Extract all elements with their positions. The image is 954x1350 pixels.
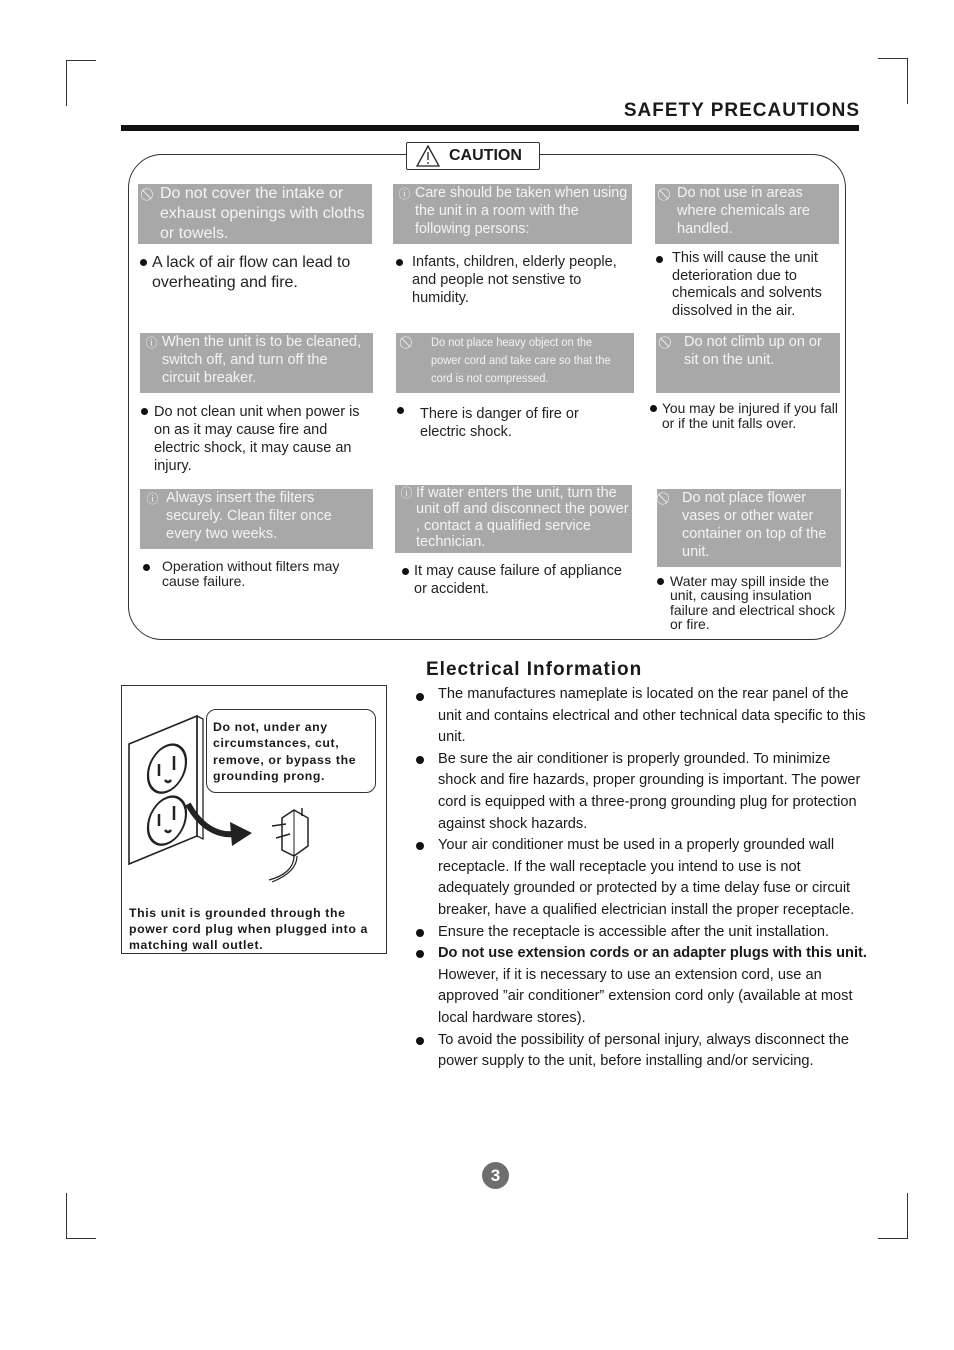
bullet-dot — [650, 405, 657, 412]
bullet-dot — [397, 407, 404, 414]
attention-icon: ⓘ — [145, 336, 158, 350]
caution-note-9 — [656, 574, 846, 632]
caution-box-text: If water enters the unit, turn the unit off and disconnect the power , contact a qualified service technician. — [416, 485, 629, 550]
attention-icon: ⓘ — [398, 187, 411, 201]
list-item-bold-text: Do not use extension cords or an adapter plugs with this unit. — [438, 945, 867, 962]
attention-icon: ⓘ — [146, 492, 159, 506]
caution-box-9 — [657, 489, 841, 567]
page-title: SAFETY PRECAUTIONS — [623, 100, 860, 121]
crop-mark-top-left — [66, 60, 96, 106]
list-item-text: However, if it is necessary to use an extension cord, use an approved ”air conditioner” extension cord only (available at most local hardware stores). — [438, 966, 853, 1026]
crop-mark-bottom-left — [66, 1193, 96, 1239]
grounding-illustration — [121, 685, 387, 954]
bullet-dot — [416, 842, 424, 850]
grounding-warning-text: Do not, under any circumstances, cut, remove, or bypass the grounding prong. — [213, 720, 357, 783]
list-item — [412, 943, 872, 1029]
prohibit-icon — [661, 336, 674, 349]
list-item-text: The manufactures nameplate is located on the rear panel of the unit and contains electrical and other technical data specific to this unit. — [438, 686, 866, 746]
caution-box-text: Do not use in areas where chemicals are handled. — [677, 185, 810, 237]
caution-box-6 — [656, 333, 840, 393]
caution-box-5 — [396, 333, 634, 393]
bullet-dot — [416, 950, 424, 958]
caution-note-text: Do not clean unit when power is on as it may cause fire and electric shock, it may cause an injury. — [154, 404, 360, 474]
caution-box-text: Always insert the filters securely. Clean filter once every two weeks. — [166, 490, 332, 542]
caution-note-7 — [140, 559, 372, 588]
page-number: 3 — [482, 1162, 509, 1189]
caution-box-3 — [655, 184, 839, 244]
caution-note-text: A lack of air flow can lead to overheating and fire. — [152, 254, 351, 291]
prohibit-icon — [143, 188, 156, 201]
list-item-text: Ensure the receptacle is accessible after the unit installation. — [438, 923, 830, 940]
caution-box-2 — [393, 184, 632, 244]
caution-note-text: There is danger of fire or electric shock. — [420, 406, 579, 440]
caution-note-6 — [649, 402, 844, 431]
attention-icon: ⓘ — [400, 486, 413, 500]
list-item-text: Be sure the air conditioner is properly grounded. To minimize shock and fire hazards, proper grounding is important. The power cord is equipped with a three-prong grounding plug for protection against shock hazards. — [438, 750, 861, 832]
caution-box-4 — [140, 333, 373, 393]
electrical-info-title: Electrical Information — [426, 659, 643, 680]
caution-note-text: Water may spill inside the unit, causing insulation failure and electrical shock or fire. — [670, 573, 835, 633]
caution-box-8 — [395, 485, 632, 553]
bullet-dot — [141, 408, 148, 415]
caution-note-5 — [396, 405, 626, 441]
list-item — [412, 922, 872, 944]
caution-note-text: This will cause the unit deterioration due to chemicals and solvents dissolved in the air. — [672, 250, 822, 319]
caution-note-1 — [138, 253, 378, 293]
caution-box-text: Do not cover the intake or exhaust openings with cloths or towels. — [160, 185, 365, 242]
caution-note-text: Infants, children, elderly people, and people not senstive to humidity. — [412, 254, 617, 306]
caution-box-text: When the unit is to be cleaned, switch off, and turn off the circuit breaker. — [162, 334, 362, 386]
caution-note-3 — [655, 250, 845, 320]
crop-mark-bottom-right — [878, 1193, 908, 1239]
warning-triangle-icon — [416, 145, 440, 167]
bullet-dot — [402, 568, 409, 575]
caution-box-text: Care should be taken when using the unit in a room with the following persons: — [415, 185, 628, 237]
prohibit-icon — [402, 336, 415, 349]
electrical-info-list — [412, 684, 872, 1073]
caution-box-1 — [138, 184, 372, 244]
list-item — [412, 835, 872, 921]
bullet-dot — [416, 756, 424, 764]
caution-note-4 — [140, 403, 372, 475]
crop-mark-top-right — [878, 58, 908, 104]
caution-note-text: You may be injured if you fall or if the unit falls over. — [662, 401, 838, 431]
list-item — [412, 749, 872, 835]
bullet-dot — [657, 578, 664, 585]
bullet-dot — [416, 1037, 424, 1045]
caution-box-7 — [140, 489, 373, 549]
caution-box-text: Do not climb up on or sit on the unit. — [684, 334, 822, 368]
prohibit-icon — [659, 492, 672, 505]
bullet-dot — [656, 256, 663, 263]
caution-box-text: Do not place flower vases or other water container on top of the unit. — [682, 490, 827, 560]
caution-note-text: Operation without filters may cause failure. — [162, 558, 340, 589]
bullet-dot — [416, 693, 424, 701]
list-item-text: Your air conditioner must be used in a properly grounded wall receptacle. If the wall receptacle you intend to use is not adequately grounded or protected by a time delay fuse or circuit breaker, have a qualified electrician install the proper receptacle. — [438, 837, 855, 918]
prohibit-icon — [660, 188, 673, 201]
bullet-dot — [396, 259, 403, 266]
caution-note-text: It may cause failure of appliance or accident. — [414, 563, 622, 597]
list-item — [412, 1030, 872, 1073]
caution-label-text: CAUTION — [449, 147, 522, 164]
caution-box-text: Do not place heavy object on the power cord and take care so that the cord is not compressed. — [431, 335, 611, 385]
bullet-dot — [140, 259, 147, 266]
caution-note-2 — [394, 253, 636, 307]
list-item-text: To avoid the possibility of personal injury, always disconnect the power supply to the unit, before installing and/or servicing. — [438, 1031, 850, 1070]
caution-note-8 — [401, 562, 633, 598]
caution-label — [406, 142, 540, 170]
bullet-dot — [143, 564, 150, 571]
list-item — [412, 684, 872, 749]
bullet-dot — [416, 929, 424, 937]
title-rule — [121, 125, 859, 131]
grounding-caption: This unit is grounded through the power cord plug when plugged into a matching wall outlet. — [129, 906, 368, 952]
